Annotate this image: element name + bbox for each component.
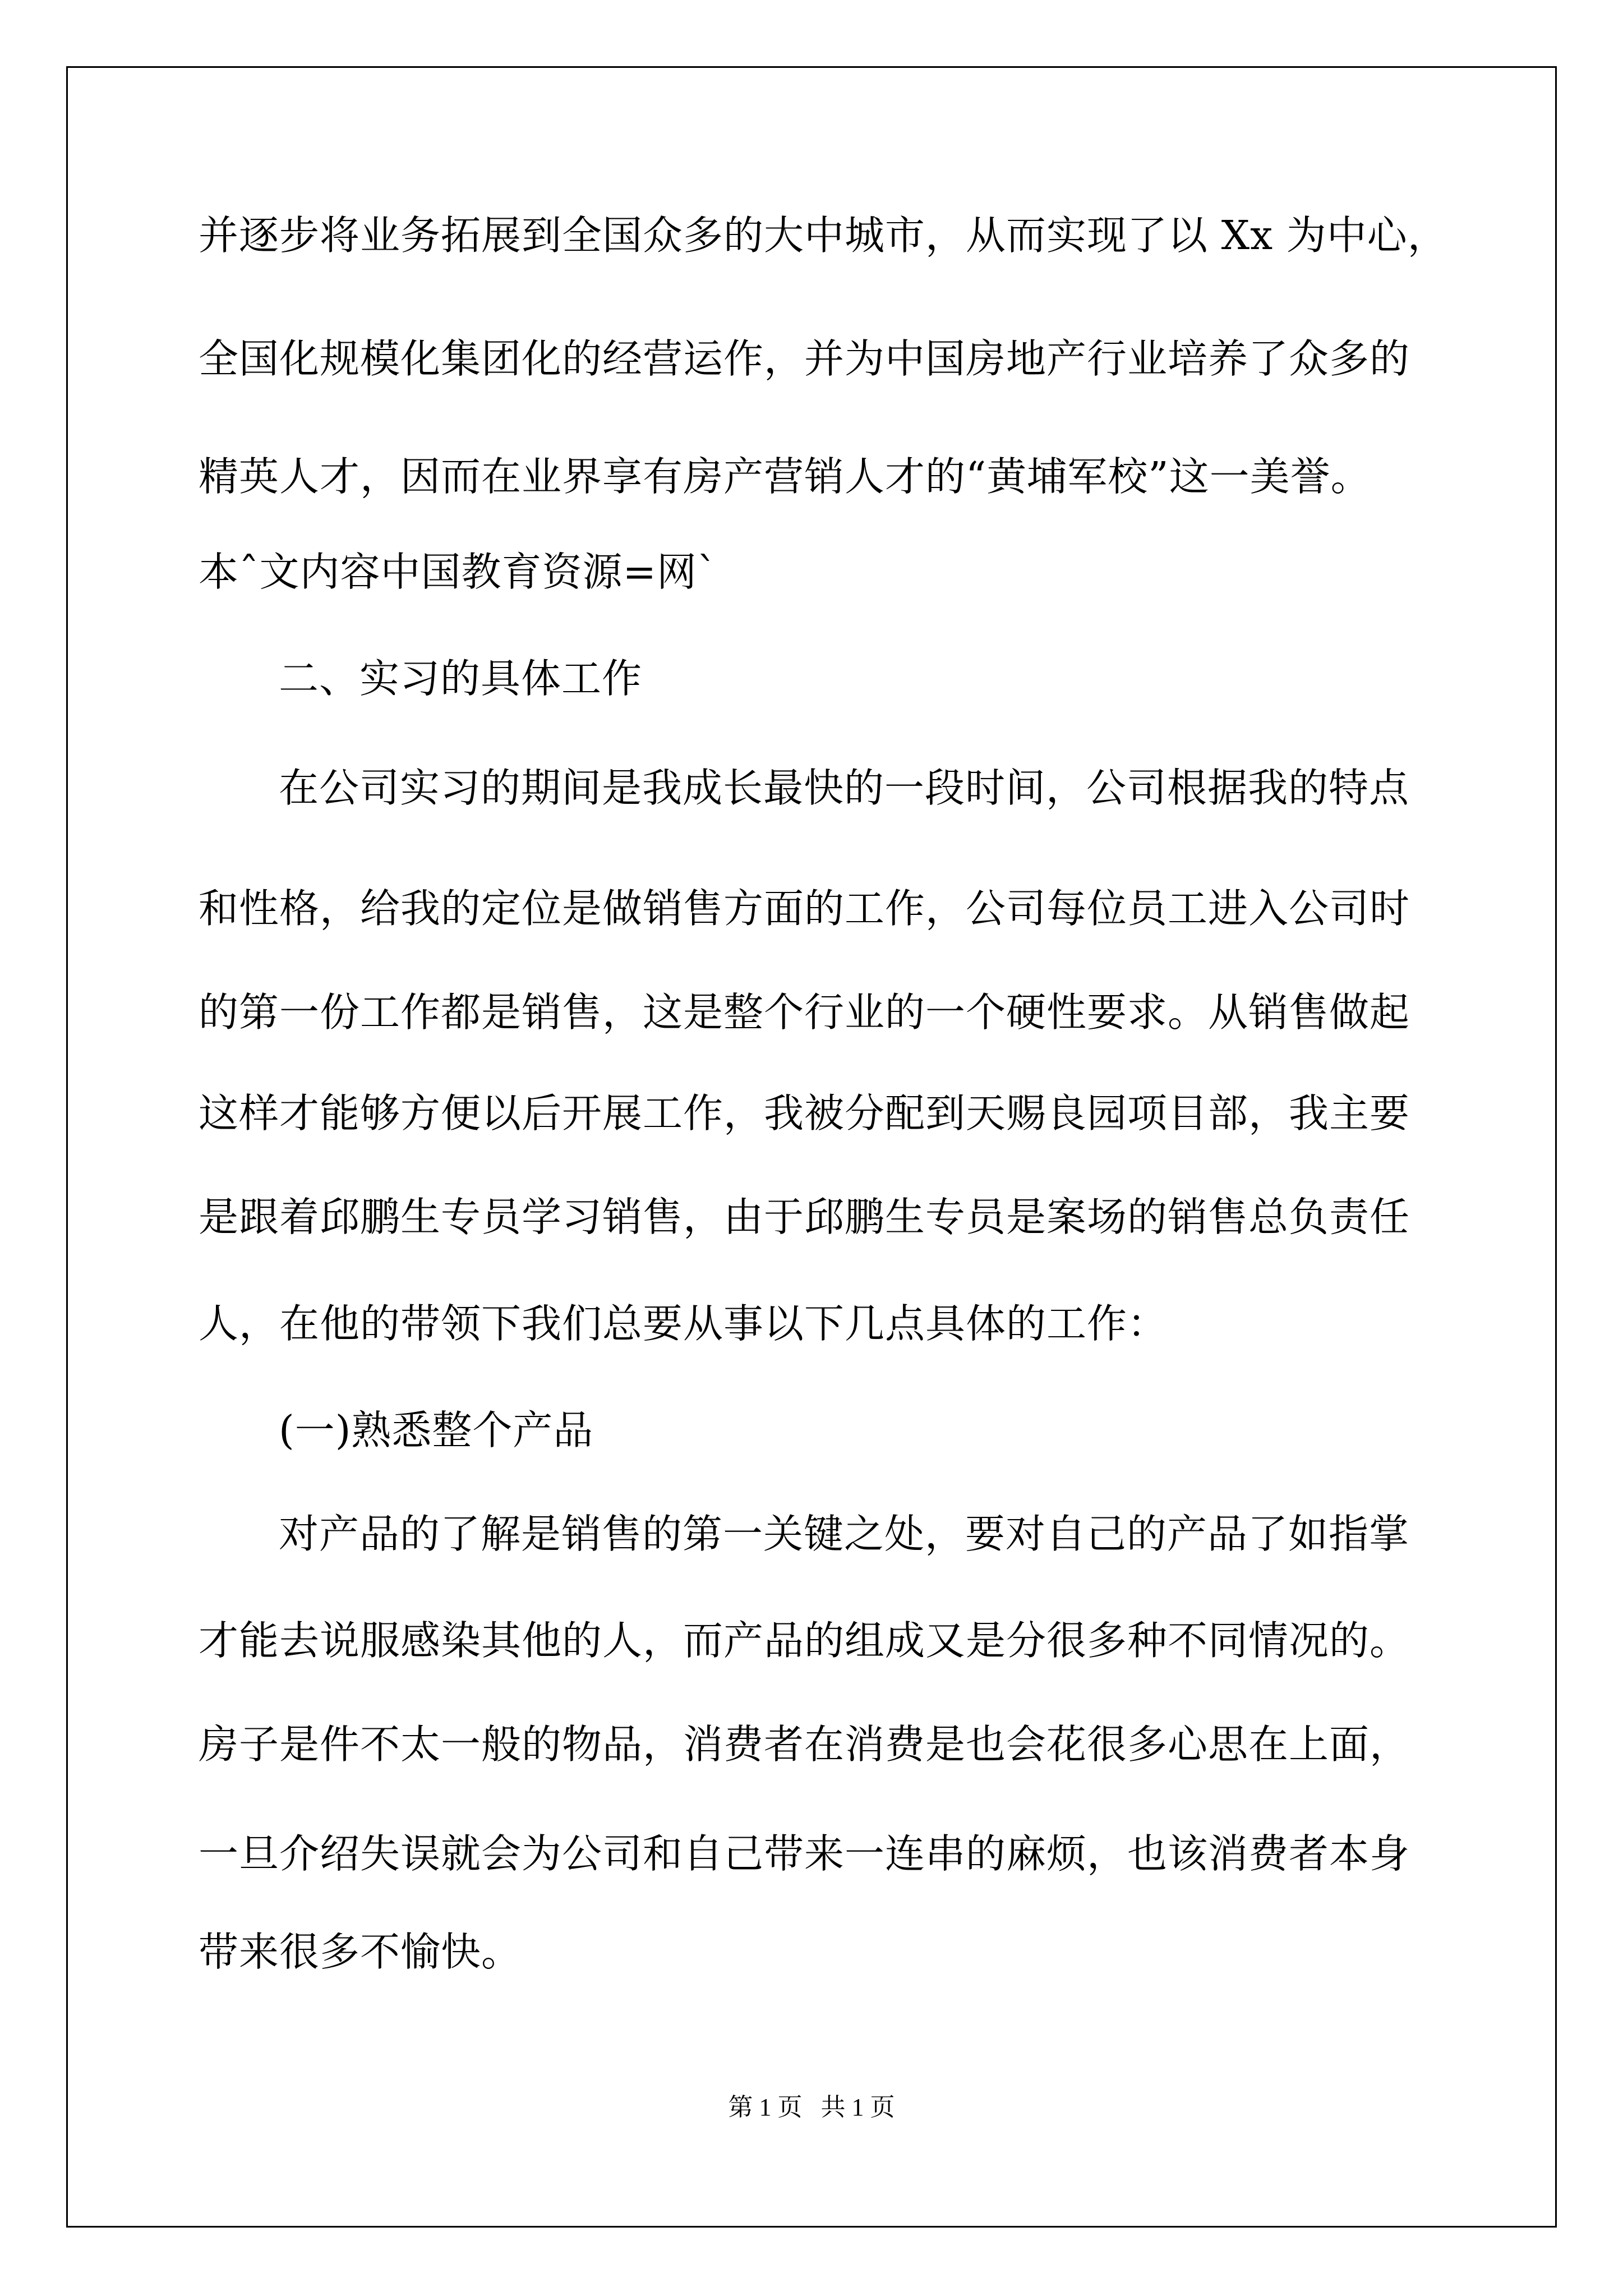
body-text-line: 并逐步将业务拓展到全国众多的大中城市，从而实现了以 Xx 为中心， — [199, 212, 1448, 259]
body-text-line: 的第一份工作都是销售，这是整个行业的一个硬性要求。从销售做起 — [199, 989, 1410, 1036]
body-text-line: 一旦介绍失误就会为公司和自己带来一连串的麻烦，也该消费者本身 — [199, 1830, 1410, 1877]
page-footer: 第 1 页 共 1 页 — [728, 2093, 895, 2121]
subsection-heading: (一)熟悉整个产品 — [279, 1407, 594, 1453]
section-heading: 二、实习的具体工作 — [279, 655, 643, 702]
body-text-line: 和性格，给我的定位是做销售方面的工作，公司每位员工进入公司时 — [199, 885, 1410, 932]
body-text-line: 这样才能够方便以后开展工作，我被分配到天赐良园项目部，我主要 — [199, 1090, 1410, 1137]
body-text-line: 带来很多不愉快。 — [199, 1929, 522, 1975]
body-text-line: 精英人才，因而在业界享有房产营销人才的“黄埔军校”这一美誉。 — [199, 453, 1371, 500]
body-text-line: 人，在他的带领下我们总要从事以下几点具体的工作： — [199, 1300, 1168, 1347]
body-text-line: 才能去说服感染其他的人，而产品的组成又是分很多种不同情况的。 — [199, 1617, 1410, 1664]
body-text-line: 是跟着邱鹏生专员学习销售，由于邱鹏生专员是案场的销售总负责任 — [199, 1194, 1410, 1240]
body-text-line: 全国化规模化集团化的经营运作，并为中国房地产行业培养了众多的 — [199, 335, 1410, 382]
body-text-line: 本ˆ文内容中国教育资源=网ˋ — [199, 549, 718, 595]
page-border — [66, 66, 1557, 2228]
paragraph-first-line: 在公司实习的期间是我成长最快的一段时间，公司根据我的特点 — [279, 765, 1410, 811]
body-text-line: 房子是件不太一般的物品，消费者在消费是也会花很多心思在上面， — [199, 1721, 1410, 1768]
paragraph-first-line: 对产品的了解是销售的第一关键之处，要对自己的产品了如指掌 — [279, 1511, 1410, 1557]
